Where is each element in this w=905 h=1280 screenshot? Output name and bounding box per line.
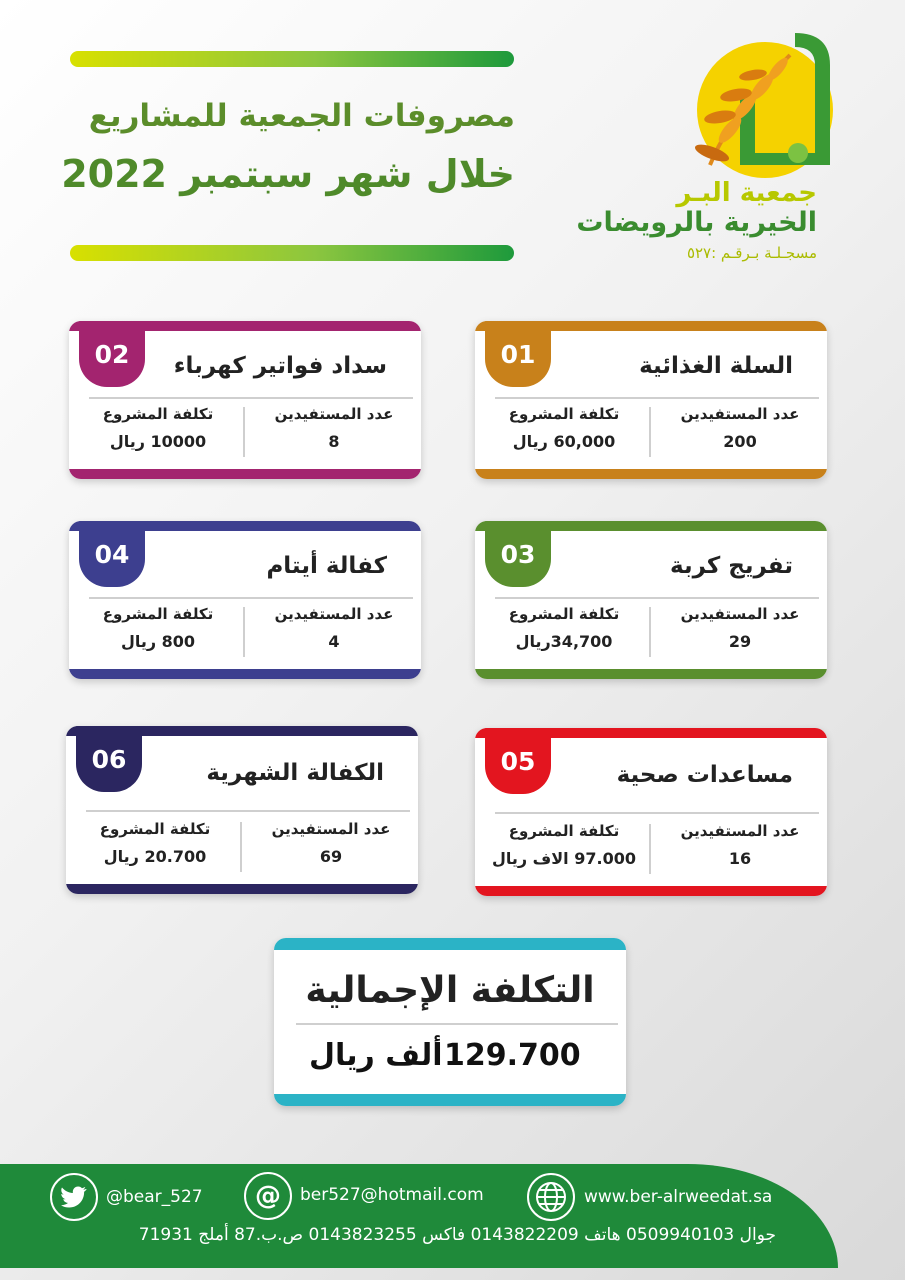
beneficiaries-value: 69: [319, 847, 343, 866]
twitter-icon[interactable]: [50, 1173, 98, 1221]
org-registration: مسجـلـة بـرقـم :٥٢٧: [686, 244, 817, 262]
cost-label: تكلفة المشروع: [102, 605, 214, 623]
header-bottom-bar: [70, 245, 514, 261]
beneficiaries-value: 4: [328, 632, 340, 651]
cost-label: تكلفة المشروع: [102, 405, 214, 423]
at-sign-icon[interactable]: @: [244, 1172, 292, 1220]
project-number-badge: 01: [485, 321, 551, 387]
project-card: [66, 726, 418, 894]
project-card: [475, 321, 827, 479]
page-subtitle: خلال شهر سبتمبر 2022: [61, 152, 515, 196]
total-cost-unit: ألف ريال: [309, 1038, 443, 1073]
beneficiaries-value: 29: [728, 632, 752, 651]
project-number-badge: 03: [485, 521, 551, 587]
org-name-line1: جمعية البـر: [676, 178, 817, 208]
beneficiaries-value: 8: [328, 432, 340, 451]
project-number-badge: 02: [79, 321, 145, 387]
total-cost-title: التكلفة الإجمالية: [305, 970, 595, 1011]
project-card: [69, 321, 421, 479]
wheat-logo-icon: [590, 25, 840, 195]
project-name: كفالة أيتام: [266, 553, 387, 579]
beneficiaries-label: عدد المستفيدين: [274, 605, 394, 623]
website-url[interactable]: www.ber-alrweedat.sa: [584, 1187, 773, 1207]
beneficiaries-label: عدد المستفيدين: [271, 820, 391, 838]
beneficiaries-value: 200: [723, 432, 757, 451]
project-card: [69, 521, 421, 679]
footer: [0, 1164, 838, 1268]
email-address[interactable]: ber527@hotmail.com: [300, 1185, 484, 1205]
project-name: تفريج كربة: [670, 553, 793, 579]
cost-value: 34,700ريال: [515, 632, 613, 651]
cost-label: تكلفة المشروع: [508, 822, 620, 840]
project-number-badge: 06: [76, 726, 142, 792]
cost-value: 800 ريال: [120, 632, 196, 651]
project-name: الكفالة الشهرية: [206, 760, 384, 786]
header-top-bar: [70, 51, 514, 67]
cost-value: 20.700 ريال: [103, 847, 207, 866]
total-cost-box: [274, 938, 626, 1106]
project-name: سداد فواتير كهرباء: [173, 353, 387, 379]
cost-value: 97.000 الاف ريال: [492, 849, 636, 868]
total-cost-value: 129.700: [444, 1038, 581, 1073]
org-name-line2: الخيرية بالرويضات: [576, 207, 817, 238]
beneficiaries-label: عدد المستفيدين: [680, 822, 800, 840]
project-name: السلة الغذائية: [639, 353, 793, 379]
cost-value: 60,000 ريال: [512, 432, 616, 451]
cost-label: تكلفة المشروع: [99, 820, 211, 838]
beneficiaries-label: عدد المستفيدين: [680, 605, 800, 623]
contact-info: جوال 0509940103 هاتف 0143822209 فاكس 0143823255 ص.ب.87 أملج 71931: [138, 1225, 776, 1245]
page-title: مصروفات الجمعية للمشاريع: [88, 98, 515, 134]
cost-value: 10000 ريال: [109, 432, 207, 451]
beneficiaries-value: 16: [728, 849, 752, 868]
project-number-badge: 05: [485, 728, 551, 794]
cost-label: تكلفة المشروع: [508, 605, 620, 623]
beneficiaries-label: عدد المستفيدين: [680, 405, 800, 423]
globe-icon[interactable]: [527, 1173, 575, 1221]
project-name: مساعدات صحية: [616, 762, 793, 788]
project-card: [475, 728, 827, 896]
project-card: [475, 521, 827, 679]
twitter-handle[interactable]: @bear_527: [106, 1187, 203, 1207]
project-number-badge: 04: [79, 521, 145, 587]
beneficiaries-label: عدد المستفيدين: [274, 405, 394, 423]
cost-label: تكلفة المشروع: [508, 405, 620, 423]
